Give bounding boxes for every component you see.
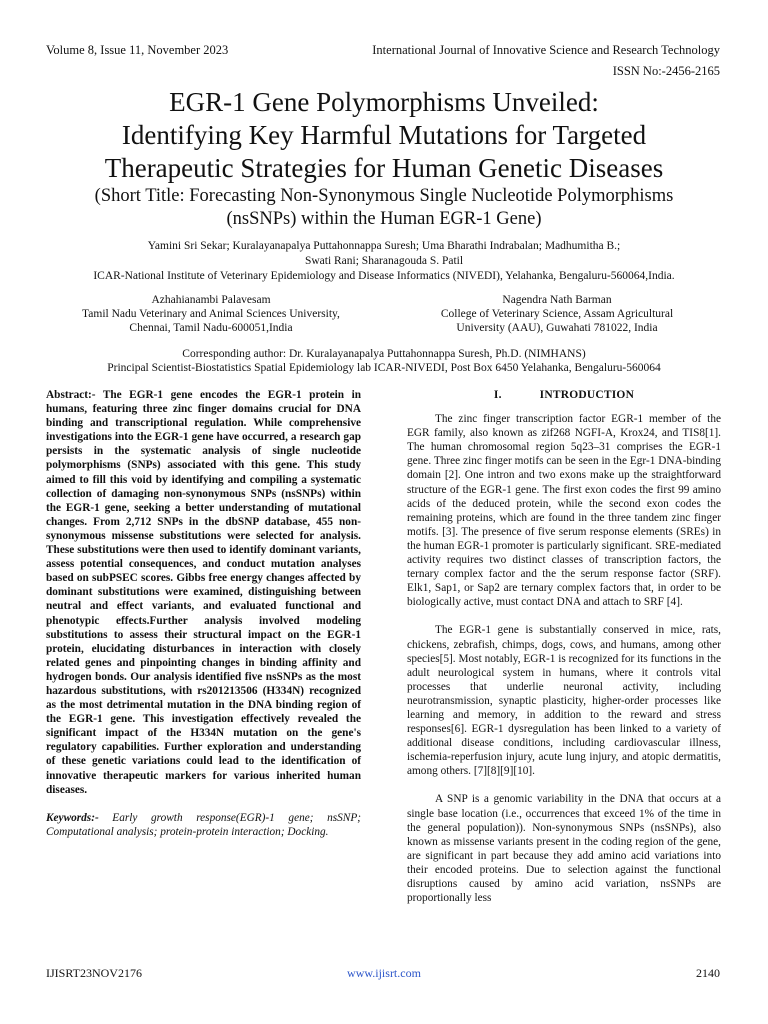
title-line: Identifying Key Harmful Mutations for Targeted <box>121 120 647 150</box>
author-line: Yamini Sri Sekar; Kuralayanapalya Puttahonnappa Suresh; Uma Bharathi Indrabalan; Madhumitha B.; <box>147 240 621 252</box>
paper-title <box>30 86 738 185</box>
affiliation-left <box>50 293 372 335</box>
keywords-label: Keywords:- <box>46 811 99 824</box>
short-title-line: (nsSNPs) within the Human EGR-1 Gene) <box>226 209 542 229</box>
title-line: Therapeutic Strategies for Human Genetic Diseases <box>104 153 664 183</box>
keywords <box>46 811 361 839</box>
journal-volume: Volume 8, Issue 11, November 2023 <box>46 43 229 57</box>
intro-paragraph: A SNP is a genomic variability in the DNA that occurs at a single base location (i.e., occurrences that exceed 1% of the time in the general population)). Non-synonymous SNPs (nsSNPs), also known as missense variants present in the coding region of the gene, are significant in part because they add amino acid variations into their encoded proteins. Due to selection against the functional disruptions caused by amino acid variation, nsSNPs are proportionally less <box>407 793 721 905</box>
affiliation-line: Tamil Nadu Veterinary and Animal Sciences University, <box>82 308 340 320</box>
short-title <box>30 185 738 231</box>
author-line: Swati Rani; Sharanagouda S. Patil <box>304 255 464 267</box>
author-list <box>30 239 738 284</box>
footer-page-number: 2140 <box>696 966 720 980</box>
left-column <box>46 388 361 839</box>
journal-name: International Journal of Innovative Science and Research Technology <box>372 43 720 57</box>
journal-issn: ISSN No:-2456-2165 <box>612 64 720 78</box>
title-line: EGR-1 Gene Polymorphisms Unveiled: <box>169 87 599 117</box>
corresponding-line: Corresponding author: Dr. Kuralayanapalya Puttahonnappa Suresh, Ph.D. (NIMHANS) <box>182 348 586 360</box>
affiliation-line: Chennai, Tamil Nadu-600051,India <box>129 322 293 334</box>
author-name: Nagendra Nath Barman <box>502 294 612 306</box>
intro-paragraph: The EGR-1 gene is substantially conserved in mice, rats, chickens, zebrafish, chimps, dogs, cows, and humans, among other species[5]. Most notably, EGR-1 is recognized for its functions in the adult neurological system in humans, where it controls vital processes that underlie neuronal activity, including neurotransmission, synaptic plasticity, higher-order processes like learning and memory, in addition to the reward and stress responses[6]. EGR-1 dysregulation has been linked to a variety of additional disease conditions, including cardiovascular illness, ischemia-reperfusion injury, acute lung injury, and atopic dermatitis, among others. [7][8][9][10]. <box>407 624 721 778</box>
right-column <box>407 388 721 919</box>
abstract-text: Abstract:- The EGR-1 gene encodes the EGR-1 protein in humans, featuring three zinc finger domains crucial for DNA binding and transcriptional regulation. While comprehensive investigations into the EGR-1 gene have occurred, a research gap persists in the systematic analysis of single nucleotide polymorphisms (SNPs) associated with this gene. This study aimed to fill this void by identifying and compiling a systematic collection of damaging non-synonymous SNPs (nsSNPs) within the EGR-1 gene, seeking a better understanding of mutational changes. From 2,712 SNPs in the dbSNP database, 455 non-synonymous missense substitutions were selected for analysis. These substitutions were then used to identify dominant variants, assess potential consequences, and conduct mutation analyses based on subPSEC scores. Gibbs free energy changes affected by dominant substitutions were examined, distinguishing between neutral and effect variants, and evaluated functional and phenotypic effects.Further analysis involved modeling substitutions to assess their structural impact on the EGR-1 protein, elucidating disturbances in interaction with closely related genes and pinpointing changes in binding affinity and hydrogen bonds. Our analysis identified five nsSNPs as the most hazardous substitutions, with rs201213506 (H334N) recognized as the most detrimental mutation in the DNA binding region of the EGR-1 gene. This investigation effectively revealed the significant impact of the H334N mutation on the gene's regulatory capabilities. Further exploration and understanding of these genetic variations could lead to the identification of innovative therapeutic markers for various inherited human diseases. <box>46 389 361 796</box>
keywords-text: Early growth response(EGR)-1 gene; nsSNP; Computational analysis; protein-protein interaction; Docking. <box>46 811 361 838</box>
corresponding-line: Principal Scientist-Biostatistics Spatial Epidemiology lab ICAR-NIVEDI, Post Box 6450 Yelahanka, Bengaluru-560064 <box>107 362 661 374</box>
section-heading <box>407 388 721 402</box>
author-affiliation: ICAR-National Institute of Veterinary Epidemiology and Disease Informatics (NIVEDI), Yelahanka, Bengaluru-560064,India. <box>93 270 675 282</box>
corresponding-author <box>30 347 738 375</box>
affiliation-right <box>396 293 718 335</box>
section-title: INTRODUCTION <box>539 389 635 401</box>
author-name: Azhahianambi Palavesam <box>151 294 271 306</box>
intro-paragraph: The zinc finger transcription factor EGR-1 member of the EGR family, also known as zif268 NGFI-A, Krox24, and TIS8[1]. The human chromosomal region 5q23–31 comprises the EGR-1 gene. Three zinc finger motifs can be seen in the Egr-1 DNA-binding domain [2]. One intron and two exons make up the straightforward structure of the EGR-1 gene. The first exon codes the first 99 amino acids of the deduced protein, while the second exon codes the remaining proteins, which are found in the three tandem zinc finger motifs. [3]. The presence of five serum response elements (SREs) in the human EGR-1 promoter is particularly significant. SRE-mediated activity requires two distinct classes of transcription factors, the ternary complex factor and the the serum response factor (SRF). Elk1, Sap1, or Sap2 are ternary complex factors that, in order to be biologically active, must contact DNA and attach to SRF [4]. <box>407 413 721 609</box>
short-title-line: (Short Title: Forecasting Non-Synonymous Single Nucleotide Polymorphisms <box>94 186 674 206</box>
section-number: I. <box>493 389 502 401</box>
affiliation-line: University (AAU), Guwahati 781022, India <box>456 322 658 334</box>
footer-website-link[interactable]: www.ijisrt.com <box>347 966 421 980</box>
footer-paper-id: IJISRT23NOV2176 <box>46 966 142 980</box>
affiliation-line: College of Veterinary Science, Assam Agricultural <box>440 308 674 320</box>
